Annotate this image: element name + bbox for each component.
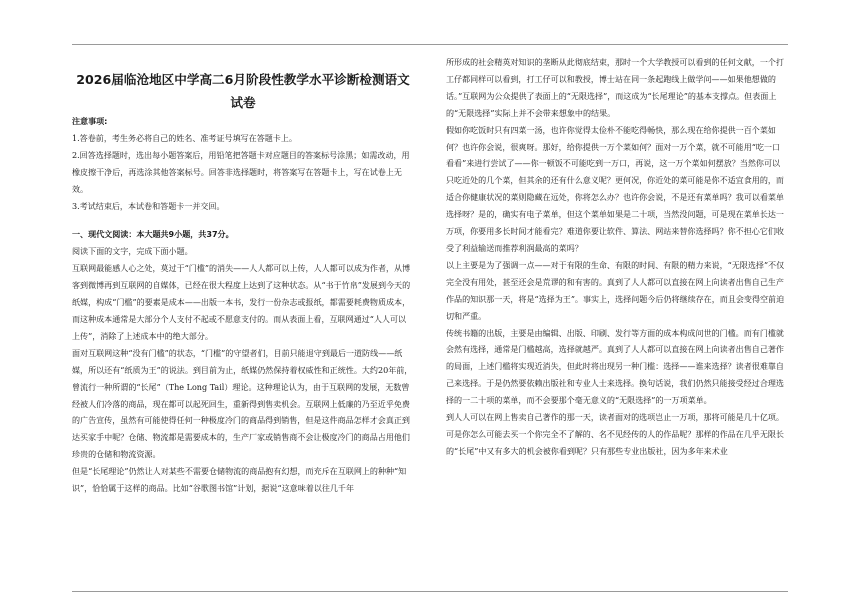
page-title: 2026届临沧地区中学高二6月阶段性教学水平诊断检测语文试卷: [76, 72, 410, 110]
note-2: 2.回答选择题时，选出每小题答案后，用铅笔把答题卡对应题目的答案标号涂黑；如需改动，用橡皮擦干净后，再选涂其他答案标号。回答非选择题时，将答案写在答题卡上，写在试卷上无效。: [72, 150, 410, 194]
right-paragraph-1: 所形成的社会精英对知识的垄断从此彻底结束，那时一个大学教授可以看到的任何文献，一个打工仔都同样可以看到，打工仔可以和教授，博士站在同一条起跑线上做学问——如果他想做的话。”互联网为公众提供了表面上的“无限选择”，而这成为“长尾理论”的基本支撑点。但表面上的“无限选择”实际上并不会带来想象中的结果。: [446, 58, 784, 118]
section-heading: 一、现代文阅读：本大题共9小题，共37分。: [72, 230, 234, 240]
left-column: [72, 54, 414, 498]
right-paragraph-2: 假如你吃饭时只有四菜一汤，也许你觉得太俭朴不能吃得畅快，那么现在给你提供一百个菜如何？也许你会说，很爽呀。那好，给你提供一万个菜如何？面对一万个菜，就不可能用“吃一口看看”来进行尝试了——你一顿饭不可能吃到一万口，再说，这一万个菜如何摆放？当然你可以只吃近处的几个菜，但其余的还有什么意义呢？更何况，你近处的菜可能是你不适宜食用的，而适合你健康状况的菜则隐藏在远处，你将怎么办？也许你会说，不是还有菜单吗？我可以看菜单选择呀？是的，确实有电子菜单，但这个菜单如果是二十项，当然没问题，可是现在菜单长达一万项，你要用多长时间才能看完？难道你要让软件、算法、网站来替你选择吗？你不担心它们收受了利益输送而推荐利润最高的菜吗？: [446, 125, 784, 253]
right-paragraph-5: 到人人可以在网上售卖自己著作的那一天，读者面对的选项岂止一万项，那将可能是几十亿项。可是你怎么可能去买一个你完全不了解的、名不见经传的人的作品呢？那样的作品在几乎无限长的“长尾”中又有多大的机会被你看到呢？只有那些专业出版社，因为多年来术业: [446, 413, 784, 456]
instruction-text: 阅读下面的文字，完成下面小题。: [72, 247, 193, 257]
right-paragraph-4: 传统书籍的出版，主要是由编辑、出版、印刷、发行等方面的成本构成问世的门槛。而有门槛就会然有选择，通常是门槛越高，选择就越严。真到了人人都可以直接在网上向读者出售自己著作的局面，上述门槛将实现近消失，但此时将出现另一种门槛：选择——谁来选择？读者很难靠自己来选择。于是仍然要依赖出版社和专业人士来选择。换句话说，我们仍然只能接受经过合理选择的一二十项的菜单，而不会要那个毫无意义的“无限选择”的一万项菜单。: [446, 328, 784, 406]
left-paragraph-3: 但是“长尾理论”仍然让人对某些不需要仓储物流的商品抱有幻想，而充斥在互联网上的种种“知识”，恰恰属于这样的商品。比如“谷歌图书馆”计划，据说“这意味着以往几千年: [72, 467, 407, 494]
right-column: [446, 55, 788, 461]
left-paragraph-1: 互联网最能感人心之处，莫过于“门槛”的消失——人人都可以上传，人人都可以成为作者，从博客到微博再到互联网的自媒体，已经在很大程度上达到了这种状态。从“书于竹帛”发展到今天的纸媒，构成“门槛”的要素是成本——出版一本书，发行一份杂志或报纸，都需要耗费物质成本，而这种成本通常是大部分个人支付不起或不愿意支付的。而从表面上看，互联网通过“人人可以上传”，消除了上述成本中的绝大部分。: [72, 264, 411, 341]
left-paragraph-2: 面对互联网这种“没有门槛”的状态，“门槛”的守望者们，目前只能退守到最后一道防线——纸媒，所以还有“纸质为王”的说法。到目前为止，纸媒仍然保持着权威性和正统性。大约20年前，曾流行一种所谓的“长尾”（The Long Tail）理论。这种理论认为，由于互联网的发展，无数曾经被人们冷落的商品，现在都可以起死回生，重新得到售卖机会。互联网上低廉的乃至近乎免费的广告宣传，虽然有可能使得任何一种极度冷门的商品得到销售，但是这件商品怎样才会真正到达买家手中呢？仓储、物流都是需要成本的，生产厂家或销售商不会让极度冷门的商品占用他们珍贵的仓储和物流资源。: [72, 348, 413, 460]
notes-heading: 注意事项:: [72, 117, 108, 126]
note-3: 3.考试结束后，本试卷和答题卡一并交回。: [72, 201, 225, 211]
right-paragraph-3: 以上主要是为了强调一点——对于有限的生命、有限的时间、有限的精力来说，“无限选择”不仅完全没有用处，甚至还会是荒谬的和有害的。真到了人人都可以直接在网上向读者出售自己生产作品的知识那一天，将是“选择为王”。事实上，选择问题今后仍将继续存在，而且会变得空前迫切和严重。: [446, 260, 785, 321]
note-1: 1.答卷前，考生务必将自己的姓名、准考证号填写在答题卡上。: [72, 133, 297, 143]
top-rule: [72, 44, 788, 45]
bottom-rule: [72, 591, 788, 592]
